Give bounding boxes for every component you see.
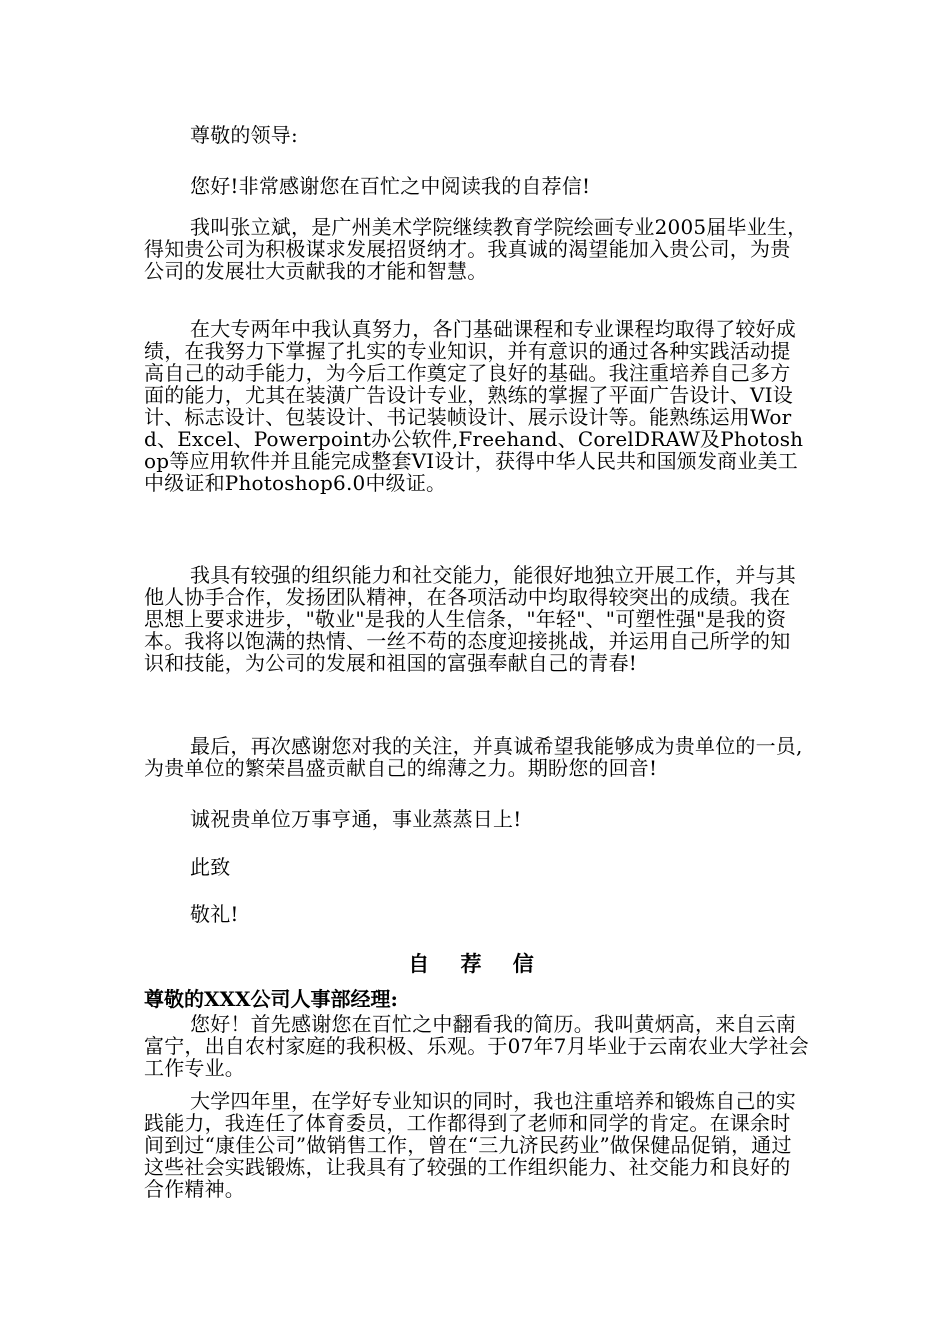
letter2-salutation: 尊敬的XXX公司人事部经理: <box>144 987 398 1011</box>
letter2-college-paragraph: 大学四年里，在学好专业知识的同时，我也注重培养和锻炼自己的实践能力，我连任了体育委员，工作都得到了老师和同学的肯定。在课余时间到过“康佳公司”做销售工作，曾在“三九济民药业”做保健品促销，通过这些社会实践锻炼，让我具有了较强的工作组织能力、社交能力和良好的合作精神。 <box>144 1089 796 1201</box>
letter1-ability-paragraph: 我具有较强的组织能力和社交能力，能很好地独立开展工作，并与其他人协手合作，发扬团队精神，在各项活动中均取得较突出的成绩。我在思想上要求进步，"敬业"是我的人生信条，"年轻"、"可塑性强"是我的资本。我将以饱满的热情、一丝不苟的态度迎接挑战，并运用自己所学的知识和技能，为公司的发展和祖国的富强奉献自己的青春! <box>144 563 796 675</box>
letter1-salutation: 尊敬的领导: <box>190 123 298 147</box>
letter1-closing-paragraph: 最后，再次感谢您对我的关注，并真诚希望我能够成为贵单位的一员, 为贵单位的繁荣昌盛贡献自己的绵薄之力。期盼您的回音! <box>144 734 803 780</box>
letter2-intro-paragraph: 您好！首先感谢您在百忙之中翻看我的简历。我叫黄炳高，来自云南富宁，出自农村家庭的我积极、乐观。于07年7月毕业于云南农业大学社会工作专业。 <box>144 1012 809 1080</box>
letter1-wish: 诚祝贵单位万事亨通，事业蒸蒸日上! <box>190 807 522 831</box>
letter1-study-paragraph: 在大专两年中我认真努力，各门基础课程和专业课程均取得了较好成绩，在我努力下掌握了扎实的专业知识，并有意识的通过各种实践活动提高自己的动手能力，为今后工作奠定了良好的基础。我注重培养自己多方面的能力，尤其在装潢广告设计专业，熟练的掌握了平面广告设计、VI设计、标志设计、包装设计、书记装帧设计、展示设计等。能熟练运用Word、Excel、Powerpoint办公软件,Freehand、CorelDRAW及Photoshop等应用软件并且能完成整套VI设计，获得中华人民共和国颁发商业美工中级证和Photoshop6.0中级证。 <box>144 317 804 495</box>
letter1-jingli: 敬礼! <box>190 902 239 926</box>
letter1-intro-paragraph: 我叫张立斌，是广州美术学院继续教育学院绘画专业2005届毕业生，得知贵公司为积极谋求发展招贤纳才。我真诚的渴望能加入贵公司，为贵公司的发展壮大贡献我的才能和智慧。 <box>144 215 808 283</box>
letter1-cizhi: 此致 <box>190 855 231 879</box>
letter2-title: 自 荐 信 <box>408 952 546 976</box>
letter1-greeting: 您好!非常感谢您在百忙之中阅读我的自荐信! <box>190 174 591 198</box>
